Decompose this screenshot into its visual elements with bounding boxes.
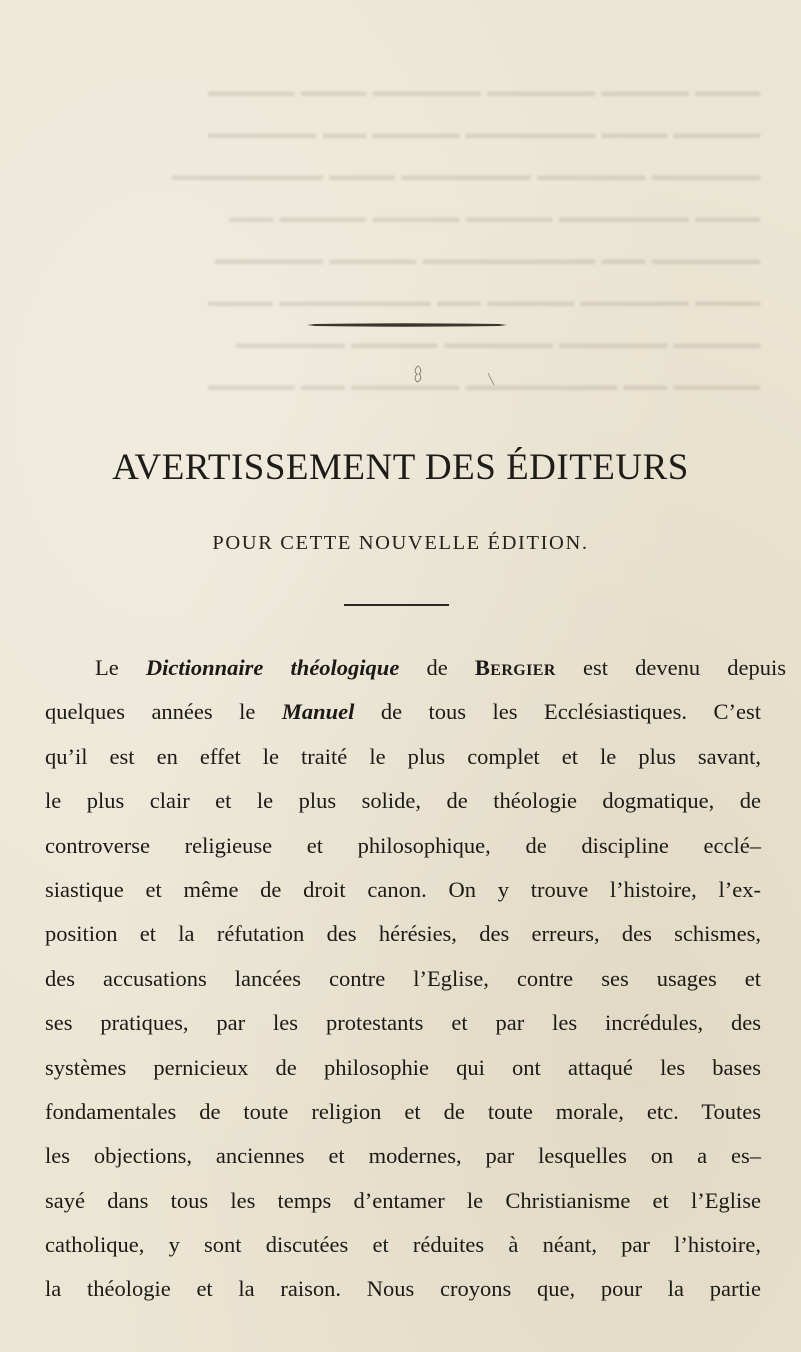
text-line: position et la réfutation des hérésies, des erreurs, des schismes, [45,921,761,947]
text-line: qu’il est en effet le traité le plus complet et le plus savant, [45,743,761,769]
body-paragraph [45,646,786,1312]
decorative-rule [307,322,507,328]
show-through-text: ▁▁▁ ▁▁▁▁ ▁▁▁▁▁ ▁▁▁▁▁ ▁▁▁ ▁▁▁▁ ▁▁▁▁ ▁▁▁ ▁▁▁▁▁▁ ▁▁▁▁ ▁▁ ▁▁▁▁▁ ▁▁▁▁▁ ▁▁▁▁▁ ▁▁▁▁▁▁ ▁▁▁ ▁▁▁▁▁▁▁ ▁▁▁ ▁▁▁▁▁▁ ▁▁▁▁ ▁▁▁▁ ▁▁▁▁ ▁▁ ▁▁▁▁▁ ▁▁ ▁▁▁▁▁▁▁▁ ▁▁▁▁ ▁▁▁▁▁ ▁▁▁ ▁▁▁▁▁ ▁▁▁▁ ▁▁ ▁▁▁▁▁▁▁ ▁▁▁ ▁▁▁▁ ▁▁▁▁▁ ▁▁▁▁▁ ▁▁▁▁ ▁▁▁▁▁ ▁▁▁▁ ▁▁ ▁▁▁▁▁▁▁ ▁▁▁▁▁ ▁▁ ▁▁▁▁ [172,65,760,390]
separator-rule [344,604,449,606]
page-title: AVERTISSEMENT DES ÉDITEURS [112,447,689,488]
text-line: ses pratiques, par les protestants et par les incrédules, des [45,1010,761,1036]
text-line: Le Dictionnaire théologique de Bergier est devenu depuis [95,655,786,680]
text-line: des accusations lancées contre l’Eglise, contre ses usages et [45,965,761,991]
text-line: les objections, anciennes et modernes, par lesquelles on a es– [45,1143,761,1169]
text-line: la théologie et la raison. Nous croyons que, pour la partie [45,1276,761,1302]
ink-speck [412,365,424,383]
text-line: fondamentales de toute religion et de toute morale, etc. Toutes [45,1098,761,1124]
ink-speck [486,372,496,386]
text-line: systèmes pernicieux de philosophie qui ont attaqué les bases [45,1054,761,1080]
text-line: quelques années le Manuel de tous les Ecclésiastiques. C’est [45,699,762,725]
page-subtitle: POUR CETTE NOUVELLE ÉDITION. [212,532,589,554]
text-line: controverse religieuse et philosophique, de discipline ecclé– [45,832,761,858]
text-line: le plus clair et le plus solide, de théologie dogmatique, de [45,788,761,814]
text-line: sayé dans tous les temps d’entamer le Christianisme et l’Eglise [45,1187,761,1213]
text-line: siastique et même de droit canon. On y trouve l’histoire, l’ex- [45,876,761,902]
text-line: catholique, y sont discutées et réduites à néant, par l’histoire, [45,1232,761,1258]
